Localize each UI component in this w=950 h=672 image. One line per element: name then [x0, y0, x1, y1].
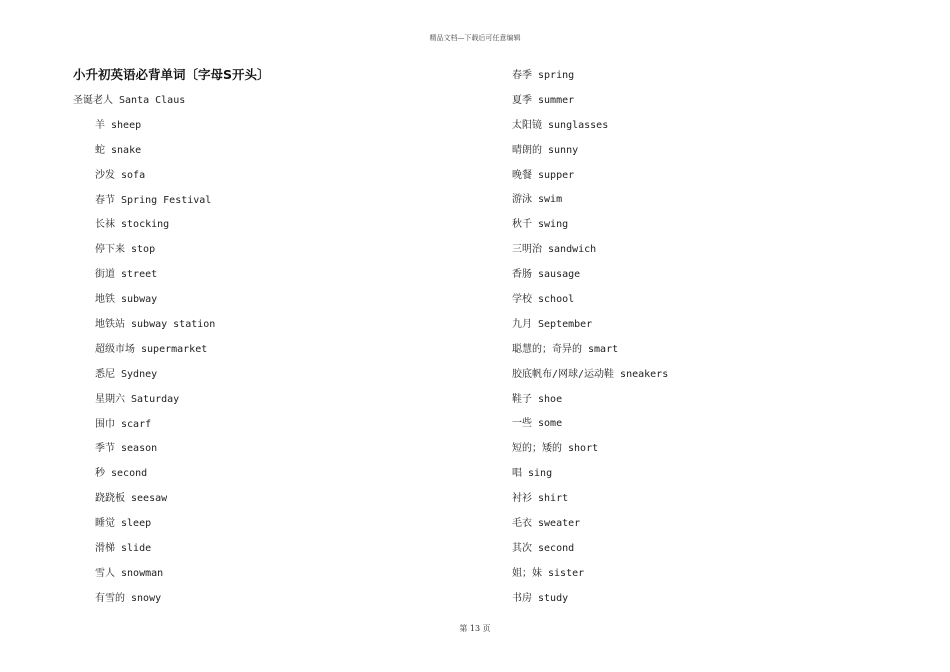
word-entry: 唱 sing [512, 468, 553, 480]
word-entry: 春季 spring [512, 70, 575, 81]
word-entry: 春节 Spring Festival [95, 194, 212, 206]
word-entry: 晚餐 supper [512, 169, 575, 181]
word-entry: 姐；妹 sister [512, 567, 585, 579]
word-entry: 晴朗的 sunny [512, 144, 579, 156]
word-entry: 鞋子 shoe [512, 393, 563, 405]
word-entry: 九月 September [512, 318, 593, 330]
left-column [73, 64, 473, 612]
word-entry: 围巾 scarf [95, 418, 152, 430]
word-entry: 一些 some [512, 418, 563, 430]
word-entry: 超级市场 supermarket [95, 343, 208, 355]
left-word-list [73, 114, 473, 612]
word-entry: 香肠 sausage [512, 269, 581, 281]
word-entry: 衬衫 shirt [512, 493, 569, 505]
word-entry: 蛇 snake [95, 144, 142, 156]
right-word-list [512, 64, 912, 612]
word-entry: 羊 sheep [95, 119, 142, 131]
word-entry: 地铁 subway [95, 294, 158, 306]
word-entry: 睡觉 sleep [95, 518, 152, 530]
word-entry: 夏季 summer [512, 94, 575, 106]
page-header: 精品文档—下载后可任意编辑 [429, 34, 521, 42]
word-entry: 跷跷板 seesaw [95, 493, 168, 505]
word-entry: 三明治 sandwich [512, 244, 597, 256]
word-entry: 季节 season [95, 443, 158, 455]
word-entry: 聪慧的；奇异的 smart [512, 343, 619, 355]
word-entry: 书房 study [512, 592, 569, 604]
word-entry: 长袜 stocking [95, 219, 170, 231]
word-entry: 游泳 swim [512, 194, 563, 206]
word-entry: 毛衣 sweater [512, 518, 581, 530]
word-entry: 街道 street [95, 269, 158, 281]
word-entry: 秒 second [95, 468, 148, 480]
word-entry: 秋千 swing [512, 219, 569, 231]
word-entry: 有雪的 snowy [95, 592, 162, 604]
word-entry: 停下来 stop [95, 244, 156, 256]
word-entry: 胶底帆布/网球/运动鞋 sneakers [512, 368, 669, 380]
word-entry: 短的；矮的 short [512, 443, 599, 455]
word-entry: 其次 second [512, 542, 575, 554]
word-entry: 太阳镜 sunglasses [512, 119, 609, 131]
word-entry: 悉尼 Sydney [95, 368, 158, 380]
word-entry: 圣诞老人 Santa Claus [73, 95, 186, 106]
word-entry: 地铁站 subway station [95, 319, 216, 331]
word-entry: 学校 school [512, 294, 575, 306]
word-entry: 沙发 sofa [95, 169, 146, 181]
word-entry: 雪人 snowman [95, 567, 164, 579]
word-entry: 星期六 Saturday [95, 393, 180, 405]
page-number: 第 13 页 [459, 624, 491, 633]
word-entry: 滑梯 slide [95, 543, 152, 555]
right-column [512, 64, 912, 612]
document-title: 小升初英语必背单词〔字母S开头〕 [73, 67, 270, 82]
